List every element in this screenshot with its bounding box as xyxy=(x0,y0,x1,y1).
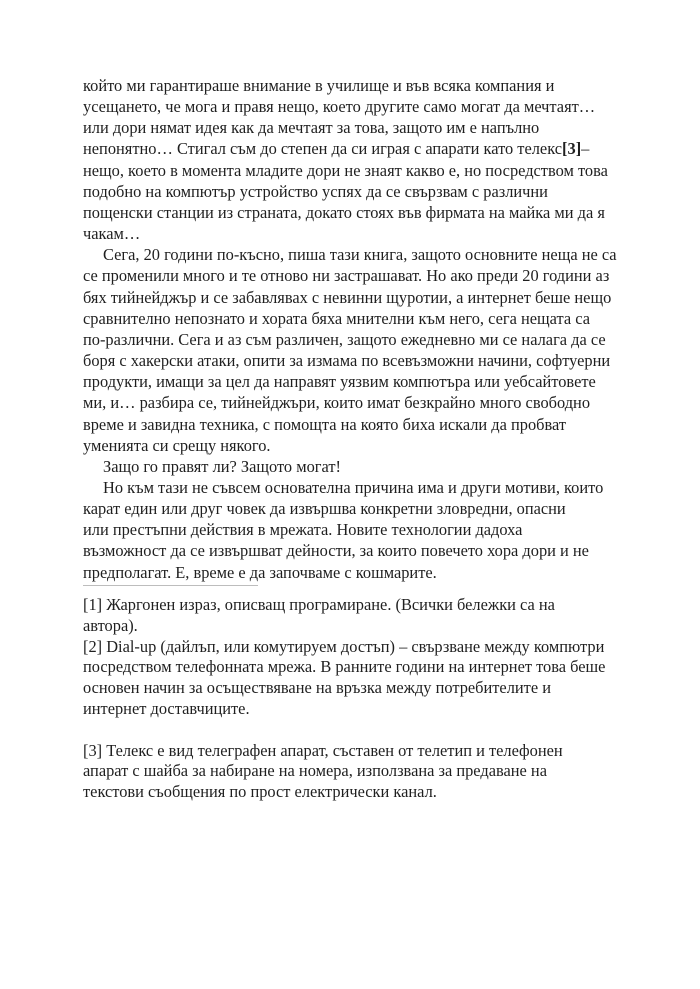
body-line: подобно на компютър устройство успях да се свързвам с различни xyxy=(83,181,548,201)
footnote-spacer xyxy=(83,720,643,741)
footnote-3-line: текстови съобщения по прост електрически канал. xyxy=(83,782,437,802)
body-line: Но към тази не съвсем основателна причина има и други мотиви, които xyxy=(103,477,604,497)
body-line: чакам… xyxy=(83,224,141,244)
body-line: Защо го правят ли? Защото могат! xyxy=(103,456,341,476)
body-line: усещането, че мога и правя нещо, което другите само могат да мечтаят… xyxy=(83,97,596,117)
footnote-2-line: посредством телефонната мрежа. В ранните години на интернет това беше xyxy=(83,657,606,677)
body-line: или дори нямат идея как да мечтаят за това, защото им е напълно xyxy=(83,118,540,138)
body-text-fragment: – xyxy=(581,139,590,159)
footnote-2-line: [2] Dial-up (дайлъп, или комутируем достъп) – свързване между компютри xyxy=(83,636,605,656)
footnote-1-line: автора). xyxy=(83,615,138,635)
footnote-2-line: основен начин за осъществяване на връзка между потребителите и xyxy=(83,678,551,698)
body-line: бях тийнейджър и се забавлявах с невинни щуротии, а интернет беше нещо xyxy=(83,287,612,307)
body-line: се променили много и те отново ни застрашават. Но ако преди 20 години аз xyxy=(83,266,610,286)
body-line: време и завидна техника, с помощта на която биха искали да пробват xyxy=(83,414,567,434)
body-line: възможност да се извършват дейности, за които повечето хора дори и не xyxy=(83,541,589,561)
body-line: или престъпни действия в мрежата. Новите технологии дадоха xyxy=(83,520,523,540)
footnote-3-line: [3] Телекс е вид телеграфен апарат, съставен от телетип и телефонен xyxy=(83,740,563,760)
footnotes xyxy=(83,595,643,803)
body-text-fragment: непонятно… Стигал съм до степен да си играя с апарати като телекс xyxy=(83,139,563,159)
footnote-1-line: [1] Жаргонен израз, описващ програмиране. (Всички бележки са на xyxy=(83,595,555,614)
body-line: нещо, което в момента младите дори не знаят какво е, но посредством това xyxy=(83,160,608,180)
footnote-2-line: интернет доставчиците. xyxy=(83,698,250,718)
body-text xyxy=(83,75,623,583)
body-line: уменията си срещу някого. xyxy=(83,435,271,455)
footnote-separator xyxy=(83,585,258,586)
footnote-3-line: апарат с шайба за набиране на номера, използвана за предаване на xyxy=(83,761,547,781)
body-line: ми, и… разбира се, тийнейджъри, които имат безкрайно много свободно xyxy=(83,393,591,413)
body-line: предполагат. Е, време е да започваме с кошмарите. xyxy=(83,562,437,582)
body-line: карат един или друг човек да извършва конкретни зловредни, опасни xyxy=(83,499,566,519)
body-line: по-различни. Сега и аз съм различен, защото ежедневно ми се налага да се xyxy=(83,329,606,349)
footnote-reference-3[interactable]: [3] xyxy=(562,139,582,159)
body-line: продукти, имащи за цел да направят уязвим компютъра или уебсайтовете xyxy=(83,372,596,392)
body-line: който ми гарантираше внимание в училище и във всяка компания и xyxy=(83,76,555,95)
body-line: сравнително непознато и хората бяха мнителни към него, сега нещата са xyxy=(83,308,590,328)
body-line: Сега, 20 години по-късно, пиша тази книга, защото основните неща не са xyxy=(103,245,617,265)
body-line-telex xyxy=(83,138,623,159)
body-line: пощенски станции из страната, докато стоях във фирмата на майка ми да я xyxy=(83,202,605,222)
body-line: боря с хакерски атаки, опити за измама по всевъзможни начини, софтуерни xyxy=(83,351,611,371)
